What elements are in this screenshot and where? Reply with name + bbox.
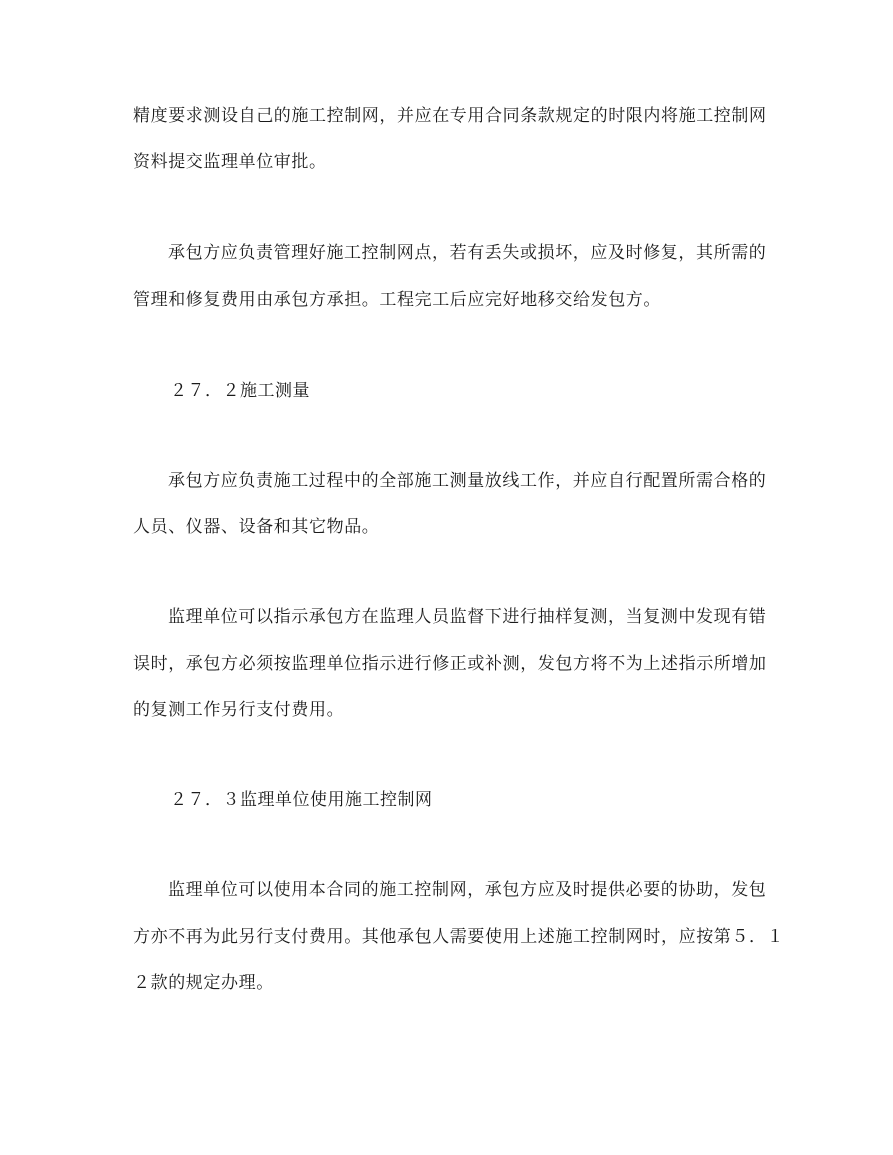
body-text-line: 方亦不再为此另行支付费用。其他承包人需要使用上述施工控制网时，应按第５．１ [133, 927, 785, 947]
section-heading-27-2 [170, 381, 310, 401]
body-text-line: 承包方应负责施工过程中的全部施工测量放线工作，并应自行配置所需合格的 [168, 471, 767, 491]
body-text-line: 人员、仪器、设备和其它物品。 [133, 517, 380, 537]
body-text-line: 误时，承包方必须按监理单位指示进行修正或补测，发包方将不为上述指示所增加 [133, 654, 767, 674]
body-text-line: 监理单位可以使用本合同的施工控制网，承包方应及时提供必要的协助，发包 [168, 880, 767, 900]
body-text-line: ２款的规定办理。 [133, 973, 274, 993]
body-text-line: 管理和修复费用由承包方承担。工程完工后应完好地移交给发包方。 [133, 290, 661, 310]
section-heading-27-3 [170, 790, 433, 810]
body-text-line: 精度要求测设自己的施工控制网，并应在专用合同条款规定的时限内将施工控制网 [133, 106, 767, 126]
body-text-line: 资料提交监理单位审批。 [133, 152, 327, 172]
section-title: 监理单位使用施工控制网 [240, 790, 433, 810]
section-title: 施工测量 [240, 381, 310, 401]
body-text-line: 监理单位可以指示承包方在监理人员监督下进行抽样复测，当复测中发现有错 [168, 607, 767, 627]
section-number: ２７．２ [170, 381, 240, 401]
section-number: ２７．３ [170, 790, 240, 810]
body-text-line: 承包方应负责管理好施工控制网点，若有丢失或损坏，应及时修复，其所需的 [168, 243, 767, 263]
body-text-line: 的复测工作另行支付费用。 [133, 700, 345, 720]
